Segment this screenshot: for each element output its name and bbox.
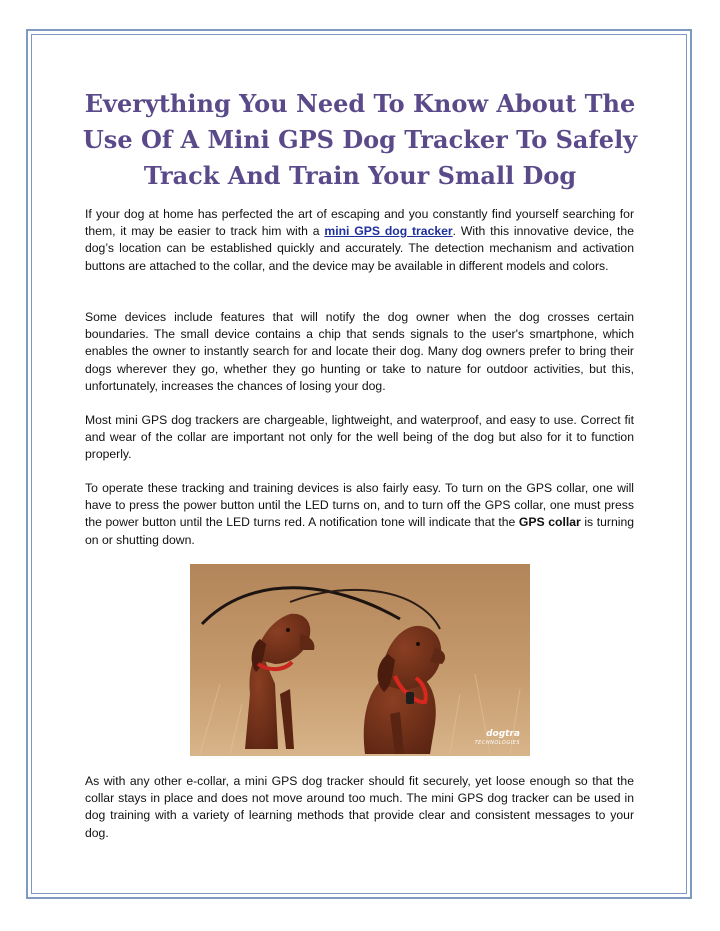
dogtra-logo bbox=[475, 730, 520, 748]
dogs-photo bbox=[190, 564, 530, 756]
dogtra-logo-text: dogtra bbox=[486, 729, 520, 739]
dogs-photo-illustration bbox=[190, 564, 530, 756]
article-title: Everything You Need To Know About The Use Of A Mini GPS Dog Tracker To Safely Track And Train Your Small Dog bbox=[82, 89, 638, 190]
paragraph-1-text-start: If your dog at home has perfected the art of escaping and you constantly find yourself searching for them, it may be easier to track him with a bbox=[85, 207, 634, 239]
paragraph-2: Some devices include features that will notify the dog owner when the dog crosses certain boundaries. The small device contains a chip that sends signals to the user's smartphone, which enables the owner to instantly search for and locate their dog. Many dog owners prefer to bring their dogs wherever they go, whether they go hunting or take to nature for outdoor activities, but this, unfortunately, increases the chances of losing your dog. bbox=[85, 310, 634, 393]
paragraph-5: As with any other e-collar, a mini GPS dog tracker should fit securely, yet loose enough so that the collar stays in place and does not move around too much. The mini GPS dog tracker can be used in dog training with a variety of learning methods that provide clear and consistent messages to your dog. bbox=[85, 774, 634, 840]
paragraph-4 bbox=[85, 480, 634, 549]
mini-gps-dog-tracker-link[interactable]: mini GPS dog tracker bbox=[324, 224, 453, 239]
gps-collar-bold: GPS collar bbox=[518, 515, 581, 530]
paragraph-4-text-start: To operate these tracking and training devices is also fairly easy. To turn on the GPS collar, one will have to press the power button until the LED turns on, and to turn off the GPS collar, one must press the power button until the LED turns red. A notification tone will indicate that the bbox=[85, 481, 634, 530]
paragraph-4-text-end: is turning on or shutting down. bbox=[85, 515, 635, 547]
paragraph-3: Most mini GPS dog trackers are chargeable, lightweight, and waterproof, and easy to use. Correct fit and wear of the collar are important not only for the well being of the dog but also for it to function properly. bbox=[85, 413, 634, 462]
paragraph-1-text-end: . With this innovative device, the dog’s location can be established quickly and accurately. The detection mechanism and activation buttons are attached to the collar, and the device may be available in different models and colors. bbox=[85, 224, 634, 273]
paragraph-1 bbox=[85, 206, 634, 275]
dogtra-logo-subtext: TECHNOLOGIES bbox=[474, 740, 520, 746]
